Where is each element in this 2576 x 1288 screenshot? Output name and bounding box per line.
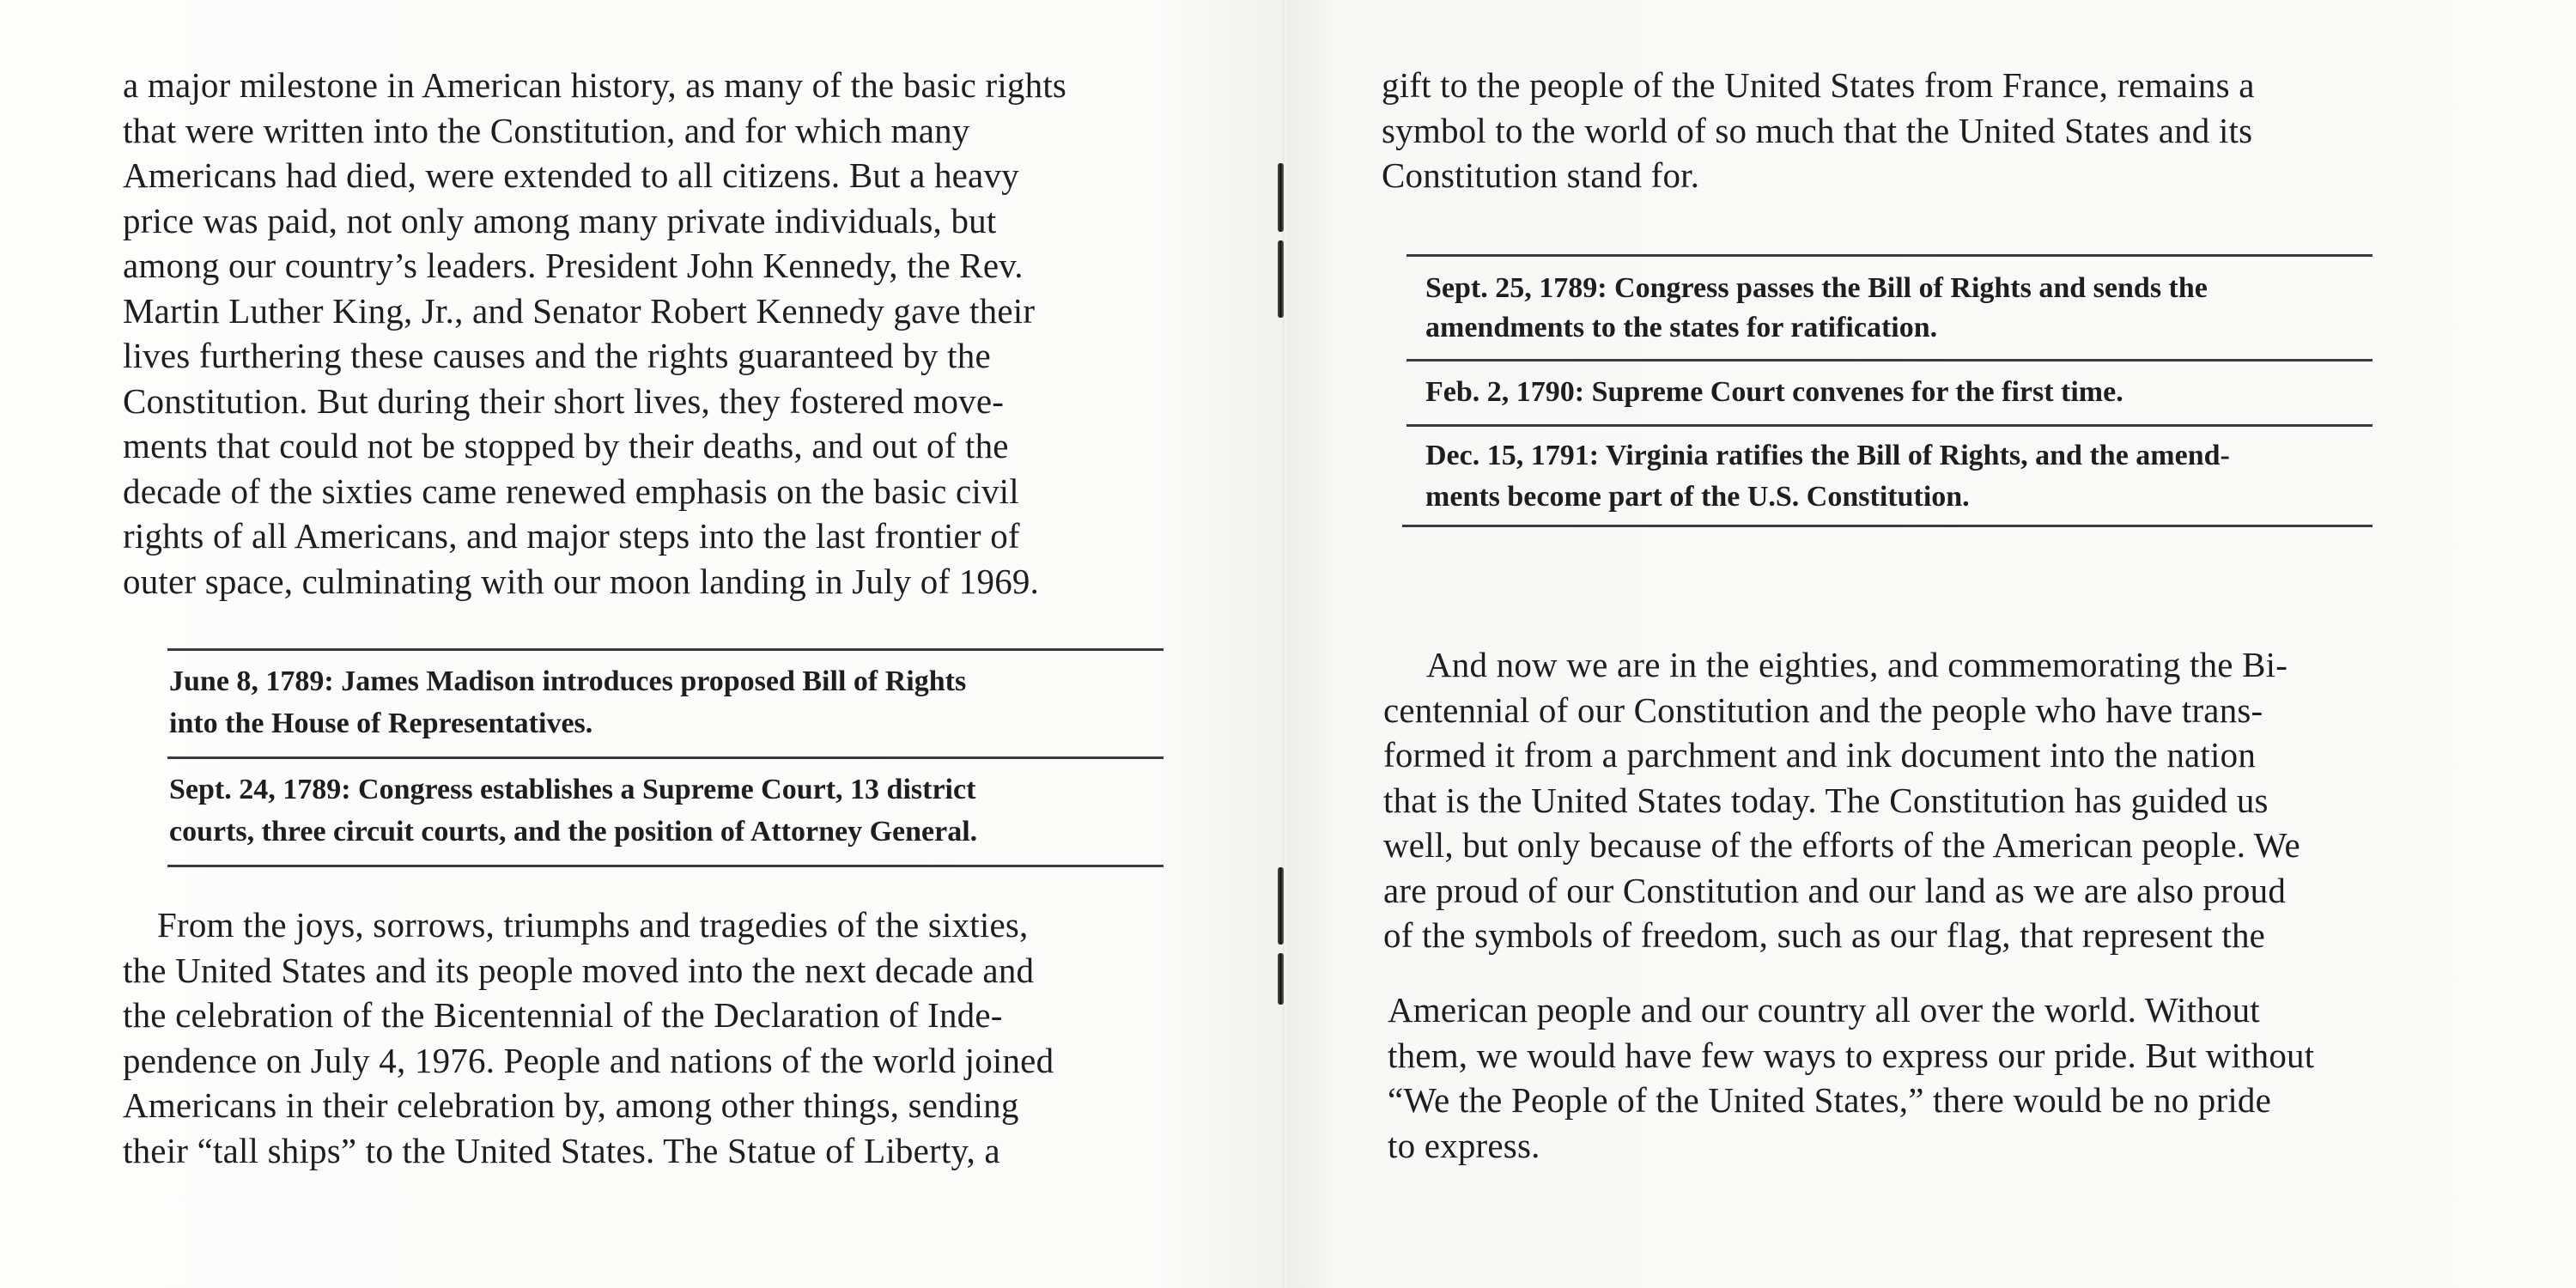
text-line: the United States and its people moved into the next decade and [123,951,1035,990]
text-line: American people and our country all over the world. Without [1388,990,2260,1030]
timeline-line: Feb. 2, 1790: Supreme Court convenes for the first time. [1425,376,2123,408]
timeline-rule [1406,424,2372,427]
text-line: Constitution stand for. [1382,155,1700,195]
text-line: them, we would have few ways to express our pride. But without [1388,1036,2315,1075]
text-line: Constitution. But during their short lives, they fostered move- [123,381,1005,421]
text-line: decade of the sixties came renewed emphasis on the basic civil [123,471,1019,511]
timeline-line: Sept. 25, 1789: Congress passes the Bill of Rights and sends the [1425,272,2208,304]
staple-icon [1278,953,1284,1005]
timeline-rule [167,865,1163,867]
text-line: that is the United States today. The Constitution has guided us [1383,781,2269,820]
text-line: Martin Luther King, Jr., and Senator Robert Kennedy gave their [123,291,1036,331]
text-line: lives furthering these causes and the rights guaranteed by the [123,336,991,375]
staple-icon [1278,867,1284,945]
timeline-line: Sept. 24, 1789: Congress establishes a Supreme Court, 13 district [169,774,976,805]
text-line: ments that could not be stopped by their deaths, and out of the [123,426,1009,465]
timeline-line: ments become part of the U.S. Constitution. [1425,481,1970,513]
timeline-rule [167,756,1163,759]
timeline-line: into the House of Representatives. [169,708,593,739]
text-line: gift to the people of the United States from France, remains a [1382,65,2255,105]
timeline-line: courts, three circuit courts, and the position of Attorney General. [169,816,978,848]
timeline-line: Dec. 15, 1791: Virginia ratifies the Bill of Rights, and the amend- [1425,440,2230,471]
text-line: “We the People of the United States,” there would be no pride [1388,1080,2272,1120]
text-line: to express. [1388,1126,1540,1165]
text-line: the celebration of the Bicentennial of the Declaration of Inde- [123,995,1003,1035]
text-line: of the symbols of freedom, such as our flag, that represent the [1383,915,2266,955]
left-page [0,0,1286,1288]
text-line: centennial of our Constitution and the people who have trans- [1383,690,2263,730]
staple-icon [1278,240,1284,318]
staple-icon [1278,163,1284,232]
text-line: their “tall ships” to the United States. The Statue of Liberty, a [123,1131,1000,1170]
timeline-line: amendments to the states for ratification. [1425,312,1938,343]
text-line: are proud of our Constitution and our land as we are also proud [1383,871,2287,910]
text-line: well, but only because of the efforts of the American people. We [1383,825,2300,865]
text-line: rights of all Americans, and major steps into the last frontier of [123,516,1020,556]
text-line: a major milestone in American history, as many of the basic rights [123,65,1067,105]
text-line: formed it from a parchment and ink document into the nation [1383,735,2257,775]
text-line: among our country’s leaders. President John Kennedy, the Rev. [123,246,1024,285]
timeline-rule [1402,525,2372,527]
text-line: outer space, culminating with our moon landing in July of 1969. [123,562,1040,601]
right-page [1286,0,2576,1288]
text-line: pendence on July 4, 1976. People and nations of the world joined [123,1041,1054,1080]
text-line: Americans in their celebration by, among other things, sending [123,1085,1019,1125]
text-line: price was paid, not only among many private individuals, but [123,201,997,240]
text-line: And now we are in the eighties, and commemorating the Bi- [1426,645,2288,684]
timeline-rule [1406,359,2372,361]
timeline-rule [1406,254,2372,257]
text-line: symbol to the world of so much that the United States and its [1382,111,2253,150]
timeline-line: June 8, 1789: James Madison introduces proposed Bill of Rights [169,665,967,697]
text-line: From the joys, sorrows, triumphs and tragedies of the sixties, [157,905,1029,945]
text-line: that were written into the Constitution, and for which many [123,111,970,150]
timeline-rule [167,648,1163,651]
text-line: Americans had died, were extended to all citizens. But a heavy [123,155,1019,195]
